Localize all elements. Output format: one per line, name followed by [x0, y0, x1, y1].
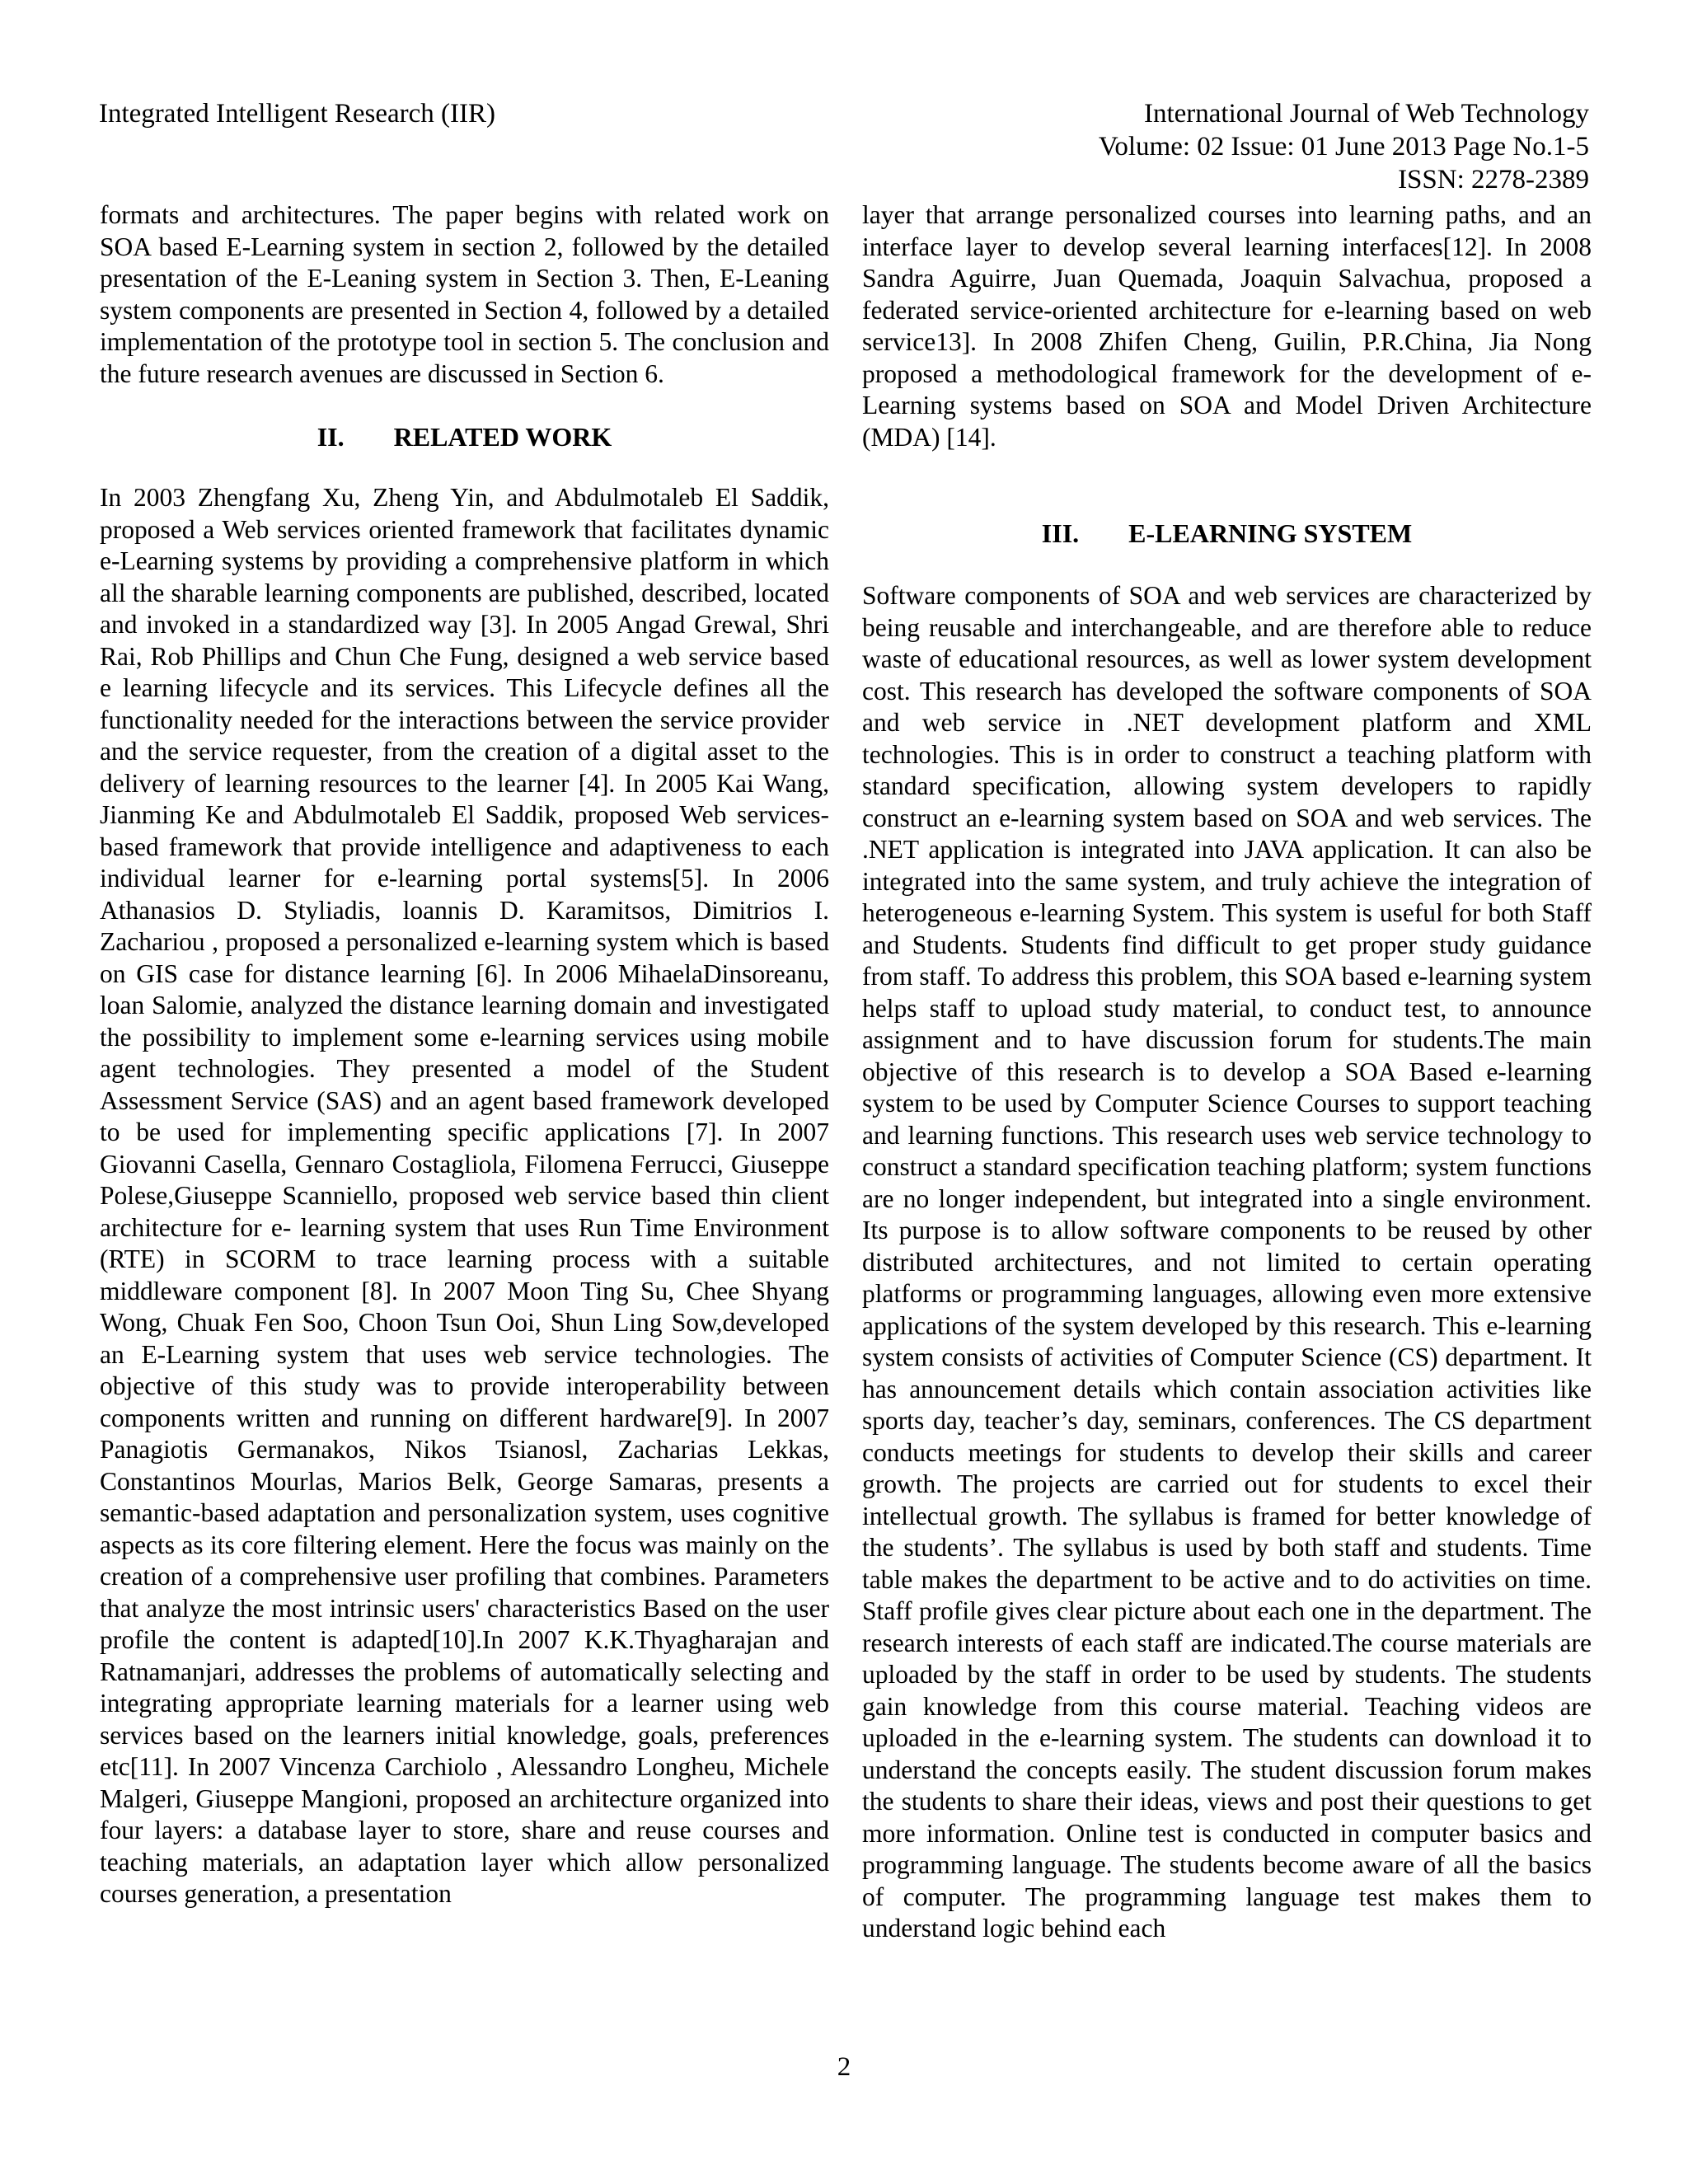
section-heading-related-work	[100, 421, 829, 452]
intro-paragraph: formats and architectures. The paper begins with related work on SOA based E-Learning system in section 2, followed by the detailed presentation of the E-Leaning system in Section 3. Then, E-Leaning system components are presented in Section 4, followed by a detailed implementation of the prototype tool in section 5. The conclusion and the future research avenues are discussed in Section 6.	[100, 200, 829, 388]
section-number: III.	[1041, 518, 1080, 548]
right-column	[862, 199, 1592, 1945]
e-learning-system-paragraph: Software components of SOA and web services are characterized by being reusable and interchangeable, and are therefore able to reduce waste of educational resources, as well as lower system development cost. This research has developed the software components of SOA and web service in .NET development platform and XML technologies. This is in order to construct a teaching platform with standard specification, allowing system developers to rapidly construct an e-learning system based on SOA and web services. The .NET application is integrated into JAVA application. It can also be integrated into the same system, and truly achieve the integration of heterogeneous e-learning System. This system is useful for both Staff and Students. Students find difficult to get proper study guidance from staff. To address this problem, this SOA based e-learning system helps staff to upload study material, to conduct test, to announce assignment and to have discussion forum for students.The main objective of this research is to develop a SOA Based e-learning system to be used by Computer Science Courses to support teaching and learning functions. This research uses web service technology to construct a standard specification teaching platform; system functions are no longer independent, but integrated into a single environment. Its purpose is to allow software components to be reused by other distributed architectures, and not limited to certain operating platforms or programming languages, allowing even more extensive applications of the system developed by this research. This e-learning system consists of activities of Computer Science (CS) department. It has announcement details which contain association activities like sports day, teacher’s day, seminars, conferences. The CS department conducts meetings for students to develop their skills and career growth. The projects are carried out for students to excel their intellectual growth. The syllabus is framed for better knowledge of the students’. The syllabus is used by both staff and students. Time table makes the department to be active and to do activities on time. Staff profile gives clear picture about each one in the department. The research interests of each staff are indicated.The course materials are uploaded by the staff in order to be used by students. The students gain knowledge from this course material. Teaching videos are uploaded in the e-learning system. The students can download it to understand the concepts easily. The student discussion forum makes the students to share their ideas, views and post their questions to get more information. Online test is conducted in computer basics and programming language. The students become aware of all the basics of computer. The programming language test makes them to understand logic behind each	[862, 581, 1592, 1943]
section-heading-e-learning-system	[862, 518, 1592, 549]
section-number: II.	[316, 422, 345, 452]
issn: ISSN: 2278-2389	[1398, 165, 1589, 194]
left-column	[100, 199, 829, 1910]
section-title: E-LEARNING SYSTEM	[1128, 518, 1413, 548]
journal-name: International Journal of Web Technology	[1143, 99, 1589, 129]
running-header-left: Integrated Intelligent Research (IIR)	[99, 99, 496, 129]
page-number: 2	[837, 2052, 851, 2082]
related-work-continuation-paragraph: layer that arrange personalized courses into learning paths, and an interface layer to develop several learning interfaces[12]. In 2008 Sandra Aguirre, Juan Quemada, Joaquin Salvachua, proposed a federated service-oriented architecture for e-learning based on web service13]. In 2008 Zhifen Cheng, Guilin, P.R.China, Jia Nong proposed a methodological framework for the development of e-Learning systems based on SOA and Model Driven Architecture (MDA) [14].	[862, 200, 1592, 452]
running-header-right	[1099, 97, 1589, 196]
related-work-paragraph: In 2003 Zhengfang Xu, Zheng Yin, and Abdulmotaleb El Saddik, proposed a Web services oriented framework that facilitates dynamic e-Learning systems by providing a comprehensive platform in which all the sharable learning components are published, described, located and invoked in a standardized way [3]. In 2005 Angad Grewal, Shri Rai, Rob Phillips and Chun Che Fung, designed a web service based e learning lifecycle and its services. This Lifecycle defines all the functionality needed for the interactions between the service provider and the service requester, from the creation of a digital asset to the delivery of learning resources to the learner [4]. In 2005 Kai Wang, Jianming Ke and Abdulmotaleb El Saddik, proposed Web services-based framework that provide intelligence and adaptiveness to each individual learner for e-learning portal systems[5]. In 2006 Athanasios D. Styliadis, loannis D. Karamitsos, Dimitrios I. Zachariou , proposed a personalized e-learning system which is based on GIS case for distance learning [6]. In 2006 MihaelaDinsoreanu, loan Salomie, analyzed the distance learning domain and investigated the possibility to implement some e-learning services using mobile agent technologies. They presented a model of the Student Assessment Service (SAS) and an agent based framework developed to be used for implementing specific applications [7]. In 2007 Giovanni Casella, Gennaro Costagliola, Filomena Ferrucci, Giuseppe Polese,Giuseppe Scanniello, proposed web service based thin client architecture for e- learning system that uses Run Time Environment (RTE) in SCORM to trace learning process with a suitable middleware component [8]. In 2007 Moon Ting Su, Chee Shyang Wong, Chuak Fen Soo, Choon Tsun Ooi, Shun Ling Sow,developed an E-Learning system that uses web service technologies. The objective of this study was to provide interoperability between components written and running on different hardware[9]. In 2007 Panagiotis Germanakos, Nikos Tsianosl, Zacharias Lekkas, Constantinos Mourlas, Marios Belk, George Samaras, presents a semantic-based adaptation and personalization system, uses cognitive aspects as its core filtering element. Here the focus was mainly on the creation of a comprehensive user profiling that combines. Parameters that analyze the most intrinsic users' characteristics Based on the user profile the content is adapted[10].In 2007 K.K.Thyagharajan and Ratnamanjari, addresses the problems of automatically selecting and integrating appropriate learning materials for a learner using web services based on the learners initial knowledge, goals, preferences etc[11]. In 2007 Vincenza Carchiolo , Alessandro Longheu, Michele Malgeri, Giuseppe Mangioni, proposed an architecture organized into four layers: a database layer to store, share and reuse courses and teaching materials, an adaptation layer which allow personalized courses generation, a presentation	[100, 483, 829, 1908]
volume-issue-pages: Volume: 02 Issue: 01 June 2013 Page No.1-5	[1098, 132, 1589, 162]
section-title: RELATED WORK	[393, 422, 612, 452]
